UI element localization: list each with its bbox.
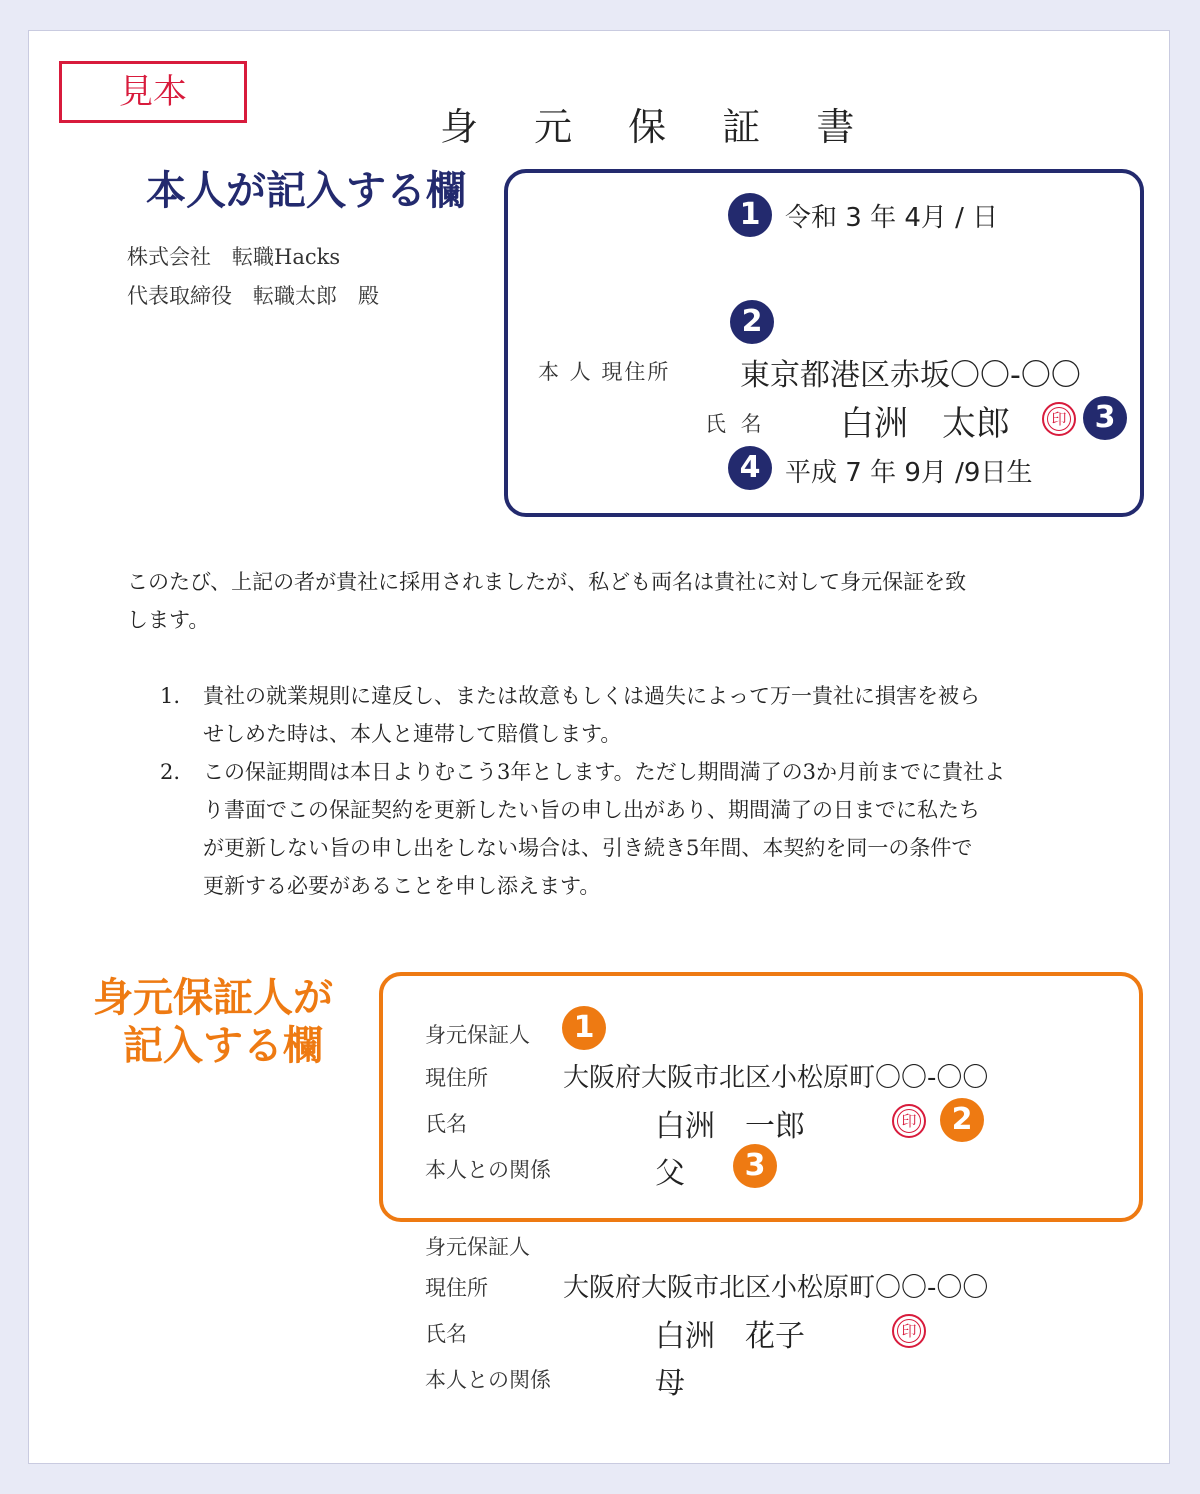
clause-number: 1.	[160, 684, 181, 708]
guarantor-1-seal-stamp: 印	[892, 1104, 926, 1138]
sample-badge: 見本	[59, 61, 247, 123]
addressee-person: 代表取締役 転職太郎 殿	[127, 284, 379, 308]
guarantor-2-relation-value: 母	[655, 1366, 685, 1401]
guarantor-1-address-value: 大阪府大阪市北区小松原町〇〇-〇〇	[563, 1063, 989, 1093]
guarantor-1-relation-label: 本人との関係	[425, 1158, 551, 1182]
guarantor-1-title: 身元保証人	[425, 1023, 530, 1047]
marker-self-3: 3	[1083, 396, 1127, 440]
guarantor-section-heading-line-2: 記入する欄	[123, 1023, 323, 1069]
self-name-label: 氏 名	[705, 412, 766, 436]
guarantor-2-address-label: 現住所	[425, 1276, 488, 1300]
date-value: 令和 3 年 4月 / 日	[785, 203, 999, 233]
marker-self-4: 4	[728, 446, 772, 490]
intro-line-1: このたび、上記の者が貴社に採用されましたが、私ども両名は貴社に対して身元保証を致	[127, 570, 967, 594]
self-address-value: 東京都港区赤坂〇〇-〇〇	[740, 358, 1081, 393]
intro-line-2: します。	[127, 608, 210, 632]
clause-line: 更新する必要があることを申し添えます。	[203, 874, 601, 898]
clause-1	[160, 677, 1080, 753]
self-seal-stamp: 印	[1042, 402, 1076, 436]
guarantor-2-relation-label: 本人との関係	[425, 1368, 551, 1392]
guarantor-section-heading-line-1: 身元保証人が	[93, 975, 333, 1021]
guarantor-1-name-label: 氏名	[425, 1112, 467, 1136]
guarantor-2-name-value: 白洲 花子	[655, 1319, 805, 1354]
guarantor-2-address-value: 大阪府大阪市北区小松原町〇〇-〇〇	[563, 1273, 989, 1303]
clause-2	[160, 753, 1080, 905]
clause-line: り書面でこの保証契約を更新したい旨の申し出があり、期間満了の日までに私たち	[203, 798, 980, 822]
marker-guarantor-1: 1	[562, 1006, 606, 1050]
guarantor-2-seal-stamp: 印	[892, 1314, 926, 1348]
guarantor-1-relation-value: 父	[655, 1156, 685, 1191]
clause-line: せしめた時は、本人と連帯して賠償します。	[203, 722, 622, 746]
clause-number: 2.	[160, 760, 181, 784]
birthdate-value: 平成 7 年 9月 /9日生	[785, 458, 1033, 488]
self-name-value: 白洲 太郎	[840, 404, 1010, 444]
marker-self-1: 1	[728, 193, 772, 237]
guarantor-2-title: 身元保証人	[425, 1235, 530, 1259]
marker-guarantor-2: 2	[940, 1098, 984, 1142]
marker-self-2: 2	[730, 300, 774, 344]
clause-line: が更新しない旨の申し出をしない場合は、引き続き5年間、本契約を同一の条件で	[203, 836, 973, 860]
document-title: 身 元 保 証 書	[440, 105, 877, 149]
marker-guarantor-3: 3	[733, 1144, 777, 1188]
guarantor-2-name-label: 氏名	[425, 1322, 467, 1346]
clause-line: 貴社の就業規則に違反し、または故意もしくは過失によって万一貴社に損害を被ら	[203, 684, 980, 708]
guarantor-1-address-label: 現住所	[425, 1066, 488, 1090]
guarantor-1-name-value: 白洲 一郎	[655, 1109, 805, 1144]
clause-line: この保証期間は本日よりむこう3年とします。ただし期間満了の3か月前までに貴社よ	[203, 760, 1006, 784]
self-address-label: 本 人 現住所	[538, 360, 671, 384]
self-section-heading: 本人が記入する欄	[146, 168, 466, 214]
addressee-company: 株式会社 転職Hacks	[127, 245, 341, 269]
